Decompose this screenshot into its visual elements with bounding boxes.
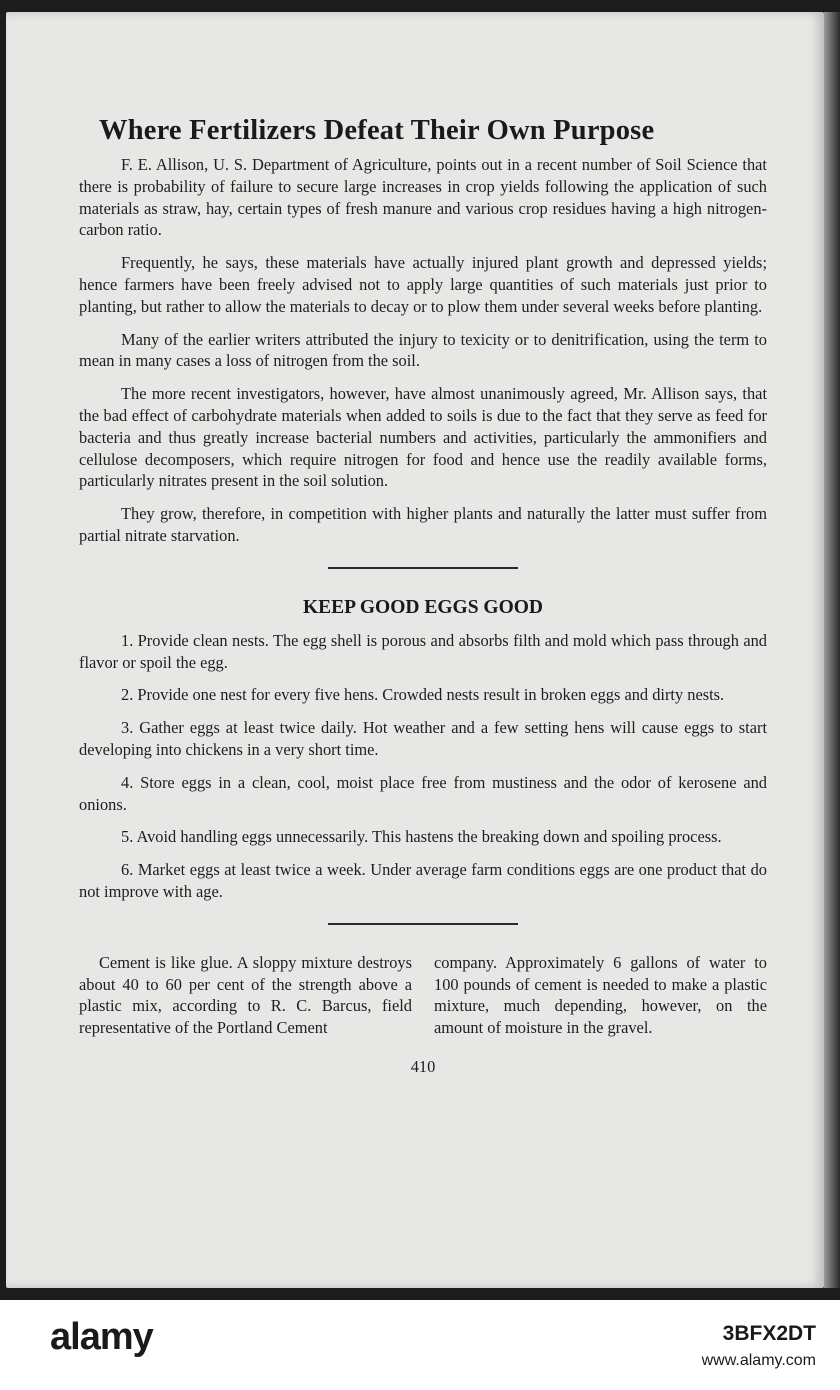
page-content	[79, 100, 767, 1077]
cement-note-right-column	[434, 952, 767, 1039]
section-divider	[328, 923, 518, 925]
eggs-list-item: 1. Provide clean nests. The egg shell is porous and absorbs filth and mold which pass through and flavor or spoil the egg.	[79, 630, 767, 672]
eggs-list-item: 6. Market eggs at least twice a week. Under average farm conditions eggs are one product that do not improve with age.	[79, 860, 767, 901]
section-divider	[328, 567, 518, 569]
page-number: 410	[410, 1056, 436, 1076]
eggs-list-item: 4. Store eggs in a clean, cool, moist place free from mustiness and the odor of kerosene and onions.	[79, 772, 767, 814]
cement-note-text-right: company. Approximately 6 gallons of water to 100 pounds of cement is needed to make a plastic mixture, much depending, however, on the amount of moisture in the gravel.	[434, 952, 767, 1038]
article-paragraph: Many of the earlier writers attributed the injury to texicity or to denitrification, using the term to mean in many cases a loss of nitrogen from the soil.	[79, 329, 767, 371]
page-gutter-shadow	[824, 12, 840, 1288]
eggs-list-item: 5. Avoid handling eggs unnecessarily. This hastens the breaking down and spoiling process.	[121, 827, 722, 847]
article-paragraph: They grow, therefore, in competition with higher plants and naturally the latter must suffer from partial nitrate starvation.	[79, 504, 767, 545]
cement-note-text-left: Cement is like glue. A sloppy mixture destroys about 40 to 60 per cent of the strength above a plastic mix, according to R. C. Barcus, field representative of the Portland Cement	[79, 952, 412, 1038]
article-title: Where Fertilizers Defeat Their Own Purpose	[99, 115, 655, 146]
eggs-list-item: 2. Provide one nest for every five hens. Crowded nests result in broken eggs and dirty nests.	[121, 685, 725, 705]
eggs-list-item: 3. Gather eggs at least twice daily. Hot weather and a few setting hens will cause eggs to start developing into chickens in a very short time.	[79, 718, 767, 759]
article-paragraph: Frequently, he says, these materials have actually injured plant growth and depressed yields; hence farmers have been freely advised not to apply large quantities of such materials just prior to planting, but rather to allow the materials to decay or to plow them under several weeks before planting.	[79, 253, 767, 316]
eggs-section-title: KEEP GOOD EGGS GOOD	[303, 596, 543, 618]
cement-note-left-column	[79, 952, 412, 1039]
cement-note	[79, 952, 767, 1039]
article-paragraph: F. E. Allison, U. S. Department of Agriculture, points out in a recent number of Soil Science that there is probability of failure to secure large increases in crop yields following the application of such materials as straw, hay, certain types of fresh manure and various crop residues having a high nitrogen-carbon ratio.	[79, 155, 767, 240]
article-paragraph: The more recent investigators, however, have almost unanimously agreed, Mr. Allison says, that the bad effect of carbohydrate materials when added to soils is due to the fact that they serve as feed for bacteria and thus greatly increase bacterial numbers and activities, particularly the ammonifiers and cellulose decomposers, which require nitrogen for food and hence use the readily available forms, particularly nitrates present in the soil solution.	[79, 384, 767, 491]
watermark-url: www.alamy.com	[701, 1352, 816, 1369]
alamy-logo: alamy	[50, 1316, 153, 1358]
image-id: 3BFX2DT	[722, 1322, 816, 1345]
